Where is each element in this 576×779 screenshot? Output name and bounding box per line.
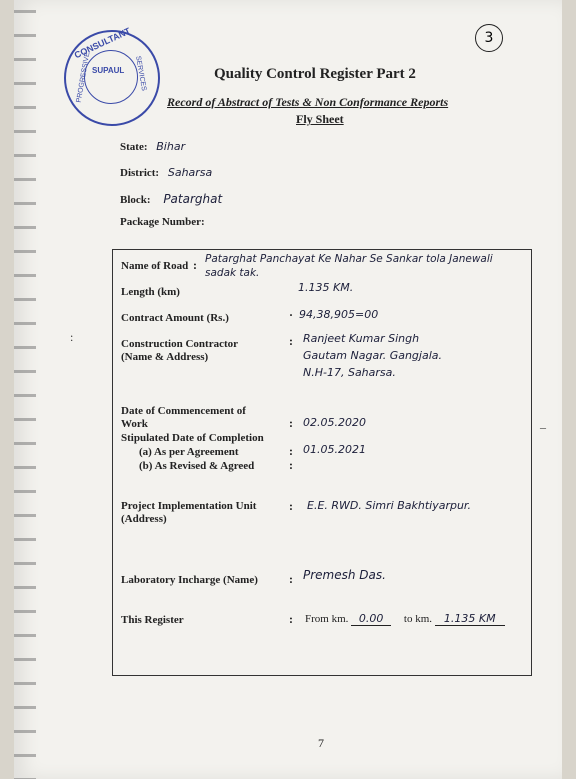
contract-label: Contract Amount (Rs.) xyxy=(121,312,229,324)
margin-dash: – xyxy=(540,420,546,434)
road-value: Patarghat Panchayat Ke Nahar Se Sankar tola Janewali sadak tak. xyxy=(205,253,493,279)
contract-value: 94,38,905=00 xyxy=(299,308,379,321)
piu-colon: : xyxy=(289,499,293,513)
stamp-inner-ring xyxy=(84,50,138,104)
page-subtitle: Record of Abstract of Tests & Non Conformance Reports xyxy=(167,95,449,109)
margin-mark: : xyxy=(70,330,74,344)
piu-value: E.E. RWD. Simri Bakhtiyarpur. xyxy=(307,499,471,512)
length-label: Length (km) xyxy=(121,286,180,298)
agreement-label: (a) As per Agreement xyxy=(139,446,239,458)
district-label: District: xyxy=(120,167,160,179)
lab-label: Laboratory Incharge (Name) xyxy=(121,574,258,586)
register-page xyxy=(14,0,562,779)
contractor-label-line-1: Construction Contractor xyxy=(121,338,239,350)
stamp-right-text: SERVICES xyxy=(133,55,147,92)
spiral-binding xyxy=(14,0,36,779)
stamp-center-text: SUPAUL xyxy=(92,66,125,75)
page-number: 7 xyxy=(318,736,324,750)
length-value: 1.135 KM. xyxy=(298,281,354,294)
sheet-label: Fly Sheet xyxy=(296,112,344,126)
contractor-label xyxy=(121,338,238,364)
register-form-box xyxy=(112,249,532,676)
revised-colon: : xyxy=(289,458,293,472)
commencement-label-line-1: Date of Commencement of xyxy=(121,405,246,417)
contractor-line-2: Gautam Nagar. Gangjala. xyxy=(303,349,443,362)
district-value: Saharsa xyxy=(167,166,213,179)
contractor-label-line-2: (Name & Address) xyxy=(121,351,209,363)
block-value: Patarghat xyxy=(163,192,223,206)
piu-label xyxy=(121,500,256,526)
district-row xyxy=(120,166,212,179)
consultant-stamp xyxy=(64,25,160,126)
block-row xyxy=(120,192,222,206)
piu-label-line-2: (Address) xyxy=(121,513,167,525)
revised-label: (b) As Revised & Agreed xyxy=(139,460,255,472)
contractor-colon: : xyxy=(289,334,293,348)
commencement-label xyxy=(121,405,246,431)
stamp-left-text: PROGRESSIVE xyxy=(75,51,92,104)
stipulated-label: Stipulated Date of Completion xyxy=(121,432,264,444)
road-label: Name of Road xyxy=(121,260,189,272)
from-value: 0.00 xyxy=(351,612,391,626)
to-value: 1.135 KM xyxy=(435,612,505,626)
page-title: Quality Control Register Part 2 xyxy=(214,66,416,82)
page-marker: 3 xyxy=(475,24,503,52)
contractor-line-3: N.H-17, Saharsa. xyxy=(303,366,396,379)
road-colon: : xyxy=(193,258,197,272)
lab-value: Premesh Das. xyxy=(303,568,386,582)
state-row xyxy=(120,140,185,153)
block-label: Block: xyxy=(120,194,151,206)
stamp-top-text: CONSULTANT xyxy=(72,25,132,61)
commencement-value: 02.05.2020 xyxy=(303,416,366,429)
contractor-value xyxy=(303,330,442,381)
register-colon: : xyxy=(289,612,293,626)
package-label: Package Number: xyxy=(120,216,205,228)
commencement-label-line-2: Work xyxy=(121,418,148,430)
to-label: to km. xyxy=(403,613,433,625)
state-value: Bihar xyxy=(156,140,186,153)
state-label: State: xyxy=(120,141,148,153)
agreement-colon: : xyxy=(289,444,293,458)
register-label: This Register xyxy=(121,614,184,626)
contractor-line-1: Ranjeet Kumar Singh xyxy=(303,332,420,345)
contract-colon: · xyxy=(289,308,294,322)
register-range xyxy=(305,612,505,626)
lab-colon: : xyxy=(289,572,293,586)
package-row xyxy=(120,216,205,228)
piu-label-line-1: Project Implementation Unit xyxy=(121,500,257,512)
agreement-value: 01.05.2021 xyxy=(303,443,366,456)
from-label: From km. xyxy=(305,613,349,625)
commencement-colon: : xyxy=(289,416,293,430)
